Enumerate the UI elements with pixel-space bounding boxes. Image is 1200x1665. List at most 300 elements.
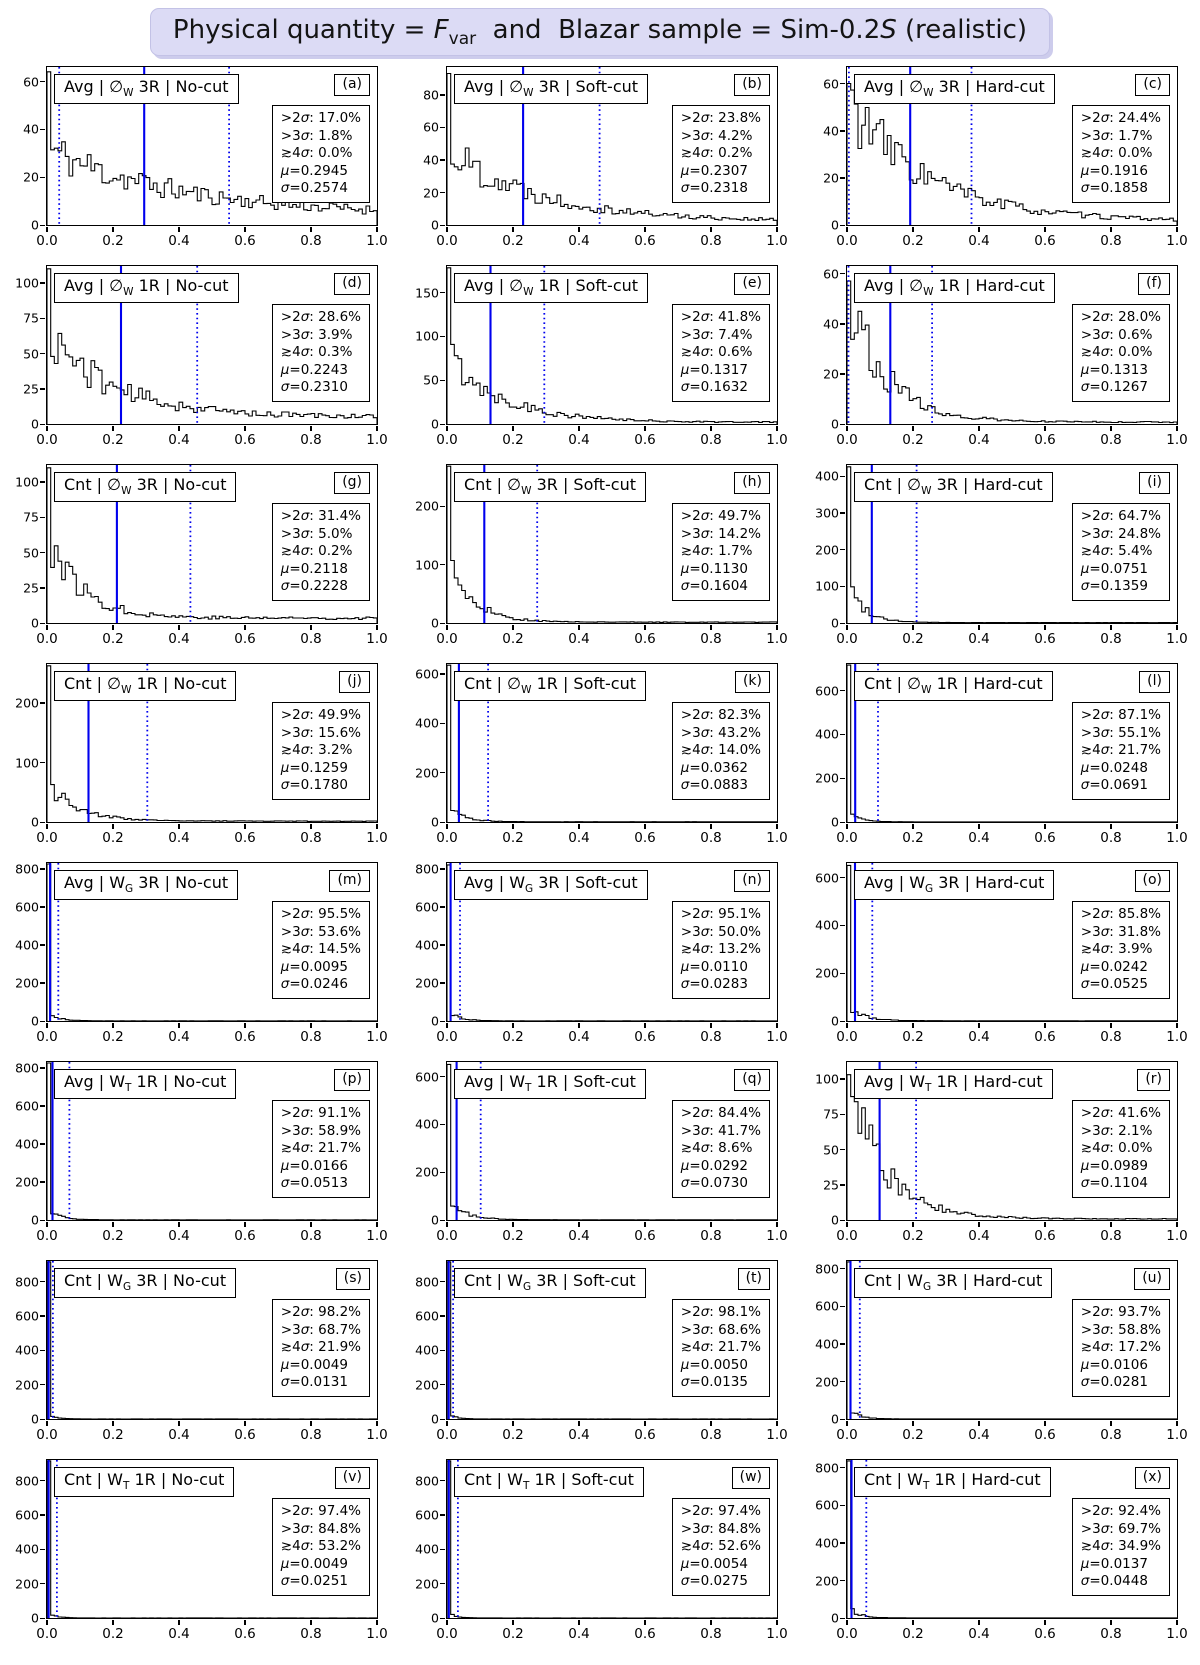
x-tick-label: 0.4: [168, 432, 190, 449]
x-tick-label: 0.4: [968, 1029, 990, 1046]
y-tick-label: 100: [415, 328, 439, 344]
x-tick-mark: [776, 227, 777, 232]
y-tick-label: 400: [415, 1342, 439, 1358]
y-tick-label: 200: [15, 1377, 39, 1393]
stat-mu: μ=0.0095: [280, 958, 348, 975]
y-tick-mark: [840, 225, 845, 226]
x-tick-mark: [978, 227, 979, 232]
y-tick-mark: [440, 159, 445, 160]
x-tick-mark: [112, 1620, 113, 1625]
stats-box: [672, 1299, 770, 1397]
x-tick-mark: [846, 426, 847, 431]
stat-gt2sigma: >2σ: 17.0%: [280, 110, 361, 127]
y-tick-label: 100: [415, 557, 439, 573]
stat-gt2sigma: >2σ: 97.4%: [280, 1503, 361, 1520]
stats-box: [272, 105, 370, 203]
x-tick-label: 0.6: [634, 830, 656, 847]
y-tick-mark: [840, 1149, 845, 1150]
y-tick-label: 600: [815, 1497, 839, 1513]
x-tick-label: 1.0: [766, 1427, 788, 1444]
stat-sigma: σ=0.1604: [680, 578, 748, 595]
y-tick-mark: [40, 177, 45, 178]
x-tick-mark: [710, 1620, 711, 1625]
condition-label: Avg | $\emptyset_W$ 3R | No-cut: [54, 74, 239, 104]
plot-area: [15, 265, 388, 449]
stat-gtrsim4sigma: ≳4σ: 14.5%: [280, 941, 361, 958]
y-tick-label: 50: [23, 346, 39, 362]
y-tick-label: 50: [423, 372, 439, 388]
y-tick-label: 0: [831, 814, 839, 830]
y-tick-mark: [440, 1220, 445, 1221]
stat-gt2sigma: >2σ: 95.5%: [280, 906, 361, 923]
symbol-subscript: W: [521, 684, 532, 697]
y-tick-label: 400: [15, 1342, 39, 1358]
y-tick-mark: [440, 1124, 445, 1125]
x-tick-label: 1.0: [1166, 1029, 1188, 1046]
panel-letter: (w): [732, 1467, 770, 1489]
y-tick-mark: [40, 1480, 45, 1481]
panel-letter: (r): [1137, 1069, 1170, 1091]
x-tick-label: 0.2: [102, 1029, 124, 1046]
y-tick-mark: [840, 623, 845, 624]
stat-gt3sigma: >3σ: 15.6%: [280, 724, 361, 741]
y-tick-label: 800: [415, 861, 439, 877]
x-tick-mark: [1176, 625, 1177, 630]
x-tick-mark: [978, 1421, 979, 1426]
stat-gt2sigma: >2σ: 64.7%: [1080, 508, 1161, 525]
condition-label: Cnt | $\emptyset_W$ 3R | No-cut: [54, 472, 236, 502]
x-tick-label: 1.0: [366, 1029, 388, 1046]
x-tick-mark: [112, 824, 113, 829]
stats-box: [1072, 901, 1170, 999]
stat-gtrsim4sigma: ≳4σ: 21.7%: [680, 1339, 761, 1356]
stat-gt3sigma: >3σ: 69.7%: [1080, 1520, 1161, 1537]
stat-mu: μ=0.1916: [1080, 162, 1148, 179]
x-tick-label: 0.0: [836, 631, 858, 648]
x-tick-mark: [244, 1222, 245, 1227]
x-tick-mark: [710, 1222, 711, 1227]
x-tick-mark: [446, 227, 447, 232]
x-tick-label: 0.8: [300, 233, 322, 250]
symbol-subscript: T: [522, 1480, 530, 1493]
panel-letter: (a): [334, 74, 370, 96]
stats-box: [672, 105, 770, 203]
stat-mu: μ=0.1313: [1080, 361, 1148, 378]
histogram-panel-a: [0, 60, 400, 259]
y-tick-mark: [840, 83, 845, 84]
y-tick-mark: [40, 81, 45, 82]
x-tick-label: 0.6: [634, 1626, 656, 1643]
x-tick-label: 0.6: [234, 432, 256, 449]
x-tick-label: 0.8: [700, 1029, 722, 1046]
histogram-panel-e: [400, 259, 800, 458]
stat-sigma: σ=0.1359: [1080, 578, 1148, 595]
x-tick-label: 0.6: [634, 1029, 656, 1046]
x-tick-mark: [112, 426, 113, 431]
title-prefix: Physical quantity =: [172, 15, 434, 45]
x-tick-mark: [512, 1023, 513, 1028]
histogram-panel-u: [800, 1254, 1200, 1453]
stat-gtrsim4sigma: ≳4σ: 21.9%: [280, 1339, 361, 1356]
x-tick-label: 0.4: [168, 631, 190, 648]
figure-title: [150, 8, 1050, 56]
x-tick-mark: [978, 1023, 979, 1028]
x-tick-label: 0.6: [1034, 1029, 1056, 1046]
stat-gtrsim4sigma: ≳4σ: 13.2%: [680, 941, 761, 958]
condition-label: Avg | $\emptyset_W$ 1R | Soft-cut: [454, 273, 648, 303]
x-tick-mark: [46, 824, 47, 829]
panel-letter: (h): [734, 472, 770, 494]
x-tick-mark: [644, 1023, 645, 1028]
histogram-panel-k: [400, 657, 800, 856]
y-tick-mark: [40, 1419, 45, 1420]
x-tick-label: 0.2: [502, 233, 524, 250]
y-tick-mark: [40, 1350, 45, 1351]
stat-gtrsim4sigma: ≳4σ: 0.0%: [1080, 145, 1153, 162]
stat-gtrsim4sigma: ≳4σ: 0.3%: [280, 344, 353, 361]
x-tick-mark: [978, 1222, 979, 1227]
symbol-subscript: T: [122, 1480, 130, 1493]
y-tick-mark: [40, 1384, 45, 1385]
stat-sigma: σ=0.0275: [680, 1573, 748, 1590]
symbol-subscript: G: [125, 883, 134, 896]
x-tick-label: 0.4: [968, 1228, 990, 1245]
histogram-panel-h: [400, 458, 800, 657]
stat-gtrsim4sigma: ≳4σ: 34.9%: [1080, 1538, 1161, 1555]
x-tick-mark: [1110, 1421, 1111, 1426]
y-tick-mark: [840, 973, 845, 974]
x-tick-mark: [46, 227, 47, 232]
y-tick-mark: [440, 1076, 445, 1077]
x-tick-mark: [1110, 1222, 1111, 1227]
y-tick-label: 40: [823, 316, 839, 332]
y-tick-label: 400: [815, 1535, 839, 1551]
x-tick-mark: [846, 227, 847, 232]
x-tick-label: 0.0: [36, 1228, 58, 1245]
x-tick-label: 0.8: [300, 1427, 322, 1444]
plot-area: [815, 464, 1188, 648]
y-tick-mark: [40, 318, 45, 319]
histogram-panel-w: [400, 1453, 800, 1652]
stat-gt3sigma: >3σ: 7.4%: [680, 326, 753, 343]
y-tick-label: 600: [15, 1308, 39, 1324]
y-tick-label: 75: [23, 310, 39, 326]
x-tick-mark: [710, 1023, 711, 1028]
y-tick-label: 400: [415, 1116, 439, 1132]
x-tick-label: 1.0: [1166, 432, 1188, 449]
symbol-subscript: W: [121, 485, 132, 498]
panel-letter: (l): [1139, 671, 1170, 693]
histogram-panel-m: [0, 856, 400, 1055]
x-tick-label: 1.0: [1166, 1228, 1188, 1245]
y-tick-mark: [40, 225, 45, 226]
x-tick-mark: [578, 426, 579, 431]
x-tick-mark: [446, 1222, 447, 1227]
x-tick-label: 0.0: [36, 1029, 58, 1046]
y-tick-mark: [840, 1021, 845, 1022]
x-tick-mark: [912, 426, 913, 431]
histogram-panel-j: [0, 657, 400, 856]
panel-letter: (c): [1135, 74, 1170, 96]
x-tick-mark: [1044, 1222, 1045, 1227]
x-tick-label: 1.0: [766, 432, 788, 449]
plot-area: [15, 1459, 388, 1643]
x-tick-label: 0.2: [102, 1427, 124, 1444]
x-tick-mark: [46, 625, 47, 630]
y-tick-label: 75: [823, 1106, 839, 1122]
stat-mu: μ=0.2243: [280, 361, 348, 378]
stat-gtrsim4sigma: ≳4σ: 53.2%: [280, 1538, 361, 1555]
y-tick-label: 400: [815, 1336, 839, 1352]
x-tick-mark: [178, 227, 179, 232]
x-tick-label: 0.8: [1100, 1228, 1122, 1245]
stat-sigma: σ=0.0281: [1080, 1374, 1148, 1391]
y-tick-mark: [840, 177, 845, 178]
stat-sigma: σ=0.0131: [280, 1374, 348, 1391]
stat-gtrsim4sigma: ≳4σ: 0.6%: [680, 344, 753, 361]
x-tick-label: 1.0: [366, 432, 388, 449]
x-tick-mark: [46, 426, 47, 431]
condition-label: Avg | $W_G$ 3R | Soft-cut: [454, 870, 648, 900]
y-tick-label: 800: [15, 861, 39, 877]
stat-sigma: σ=0.0448: [1080, 1573, 1148, 1590]
condition-label: Cnt | $W_G$ 3R | Hard-cut: [854, 1268, 1052, 1298]
y-tick-label: 600: [15, 1507, 39, 1523]
stats-box: [272, 702, 370, 800]
y-tick-label: 800: [415, 1274, 439, 1290]
stat-gt2sigma: >2σ: 93.7%: [1080, 1304, 1161, 1321]
stat-sigma: σ=0.2574: [280, 180, 348, 197]
stat-gt2sigma: >2σ: 28.0%: [1080, 309, 1161, 326]
stats-box: [1072, 1498, 1170, 1596]
stats-box: [1072, 702, 1170, 800]
stat-sigma: σ=0.0251: [280, 1573, 348, 1590]
stat-gt3sigma: >3σ: 1.7%: [1080, 127, 1153, 144]
x-tick-mark: [244, 824, 245, 829]
condition-label: Avg | $W_T$ 1R | Hard-cut: [854, 1069, 1053, 1099]
y-tick-mark: [40, 552, 45, 553]
y-tick-label: 800: [15, 1274, 39, 1290]
x-tick-label: 0.0: [436, 233, 458, 250]
x-tick-label: 0.2: [902, 1029, 924, 1046]
plot-area: [815, 663, 1188, 847]
x-tick-label: 0.6: [634, 432, 656, 449]
x-tick-label: 0.6: [234, 233, 256, 250]
x-tick-label: 0.2: [102, 432, 124, 449]
symbol-subscript: W: [923, 87, 934, 100]
histogram-panel-p: [0, 1055, 400, 1254]
stat-mu: μ=0.0137: [1080, 1555, 1148, 1572]
x-tick-mark: [512, 1222, 513, 1227]
y-tick-mark: [40, 1549, 45, 1550]
plot-area: [15, 663, 388, 847]
x-tick-mark: [310, 426, 311, 431]
plot-area: [415, 1459, 788, 1643]
stat-gt3sigma: >3σ: 58.9%: [280, 1122, 361, 1139]
y-tick-label: 0: [431, 416, 439, 432]
x-tick-label: 0.2: [102, 233, 124, 250]
y-tick-label: 0: [31, 814, 39, 830]
stat-mu: μ=0.0242: [1080, 958, 1148, 975]
y-tick-mark: [840, 424, 845, 425]
stat-mu: μ=0.0362: [680, 759, 748, 776]
condition-label: Avg | $\emptyset_W$ 3R | Soft-cut: [454, 74, 648, 104]
y-tick-label: 100: [15, 275, 39, 291]
x-tick-label: 0.8: [1100, 631, 1122, 648]
x-tick-label: 1.0: [366, 830, 388, 847]
x-tick-label: 0.6: [234, 1626, 256, 1643]
y-tick-mark: [840, 925, 845, 926]
y-tick-label: 200: [815, 770, 839, 786]
y-tick-mark: [840, 373, 845, 374]
x-tick-label: 1.0: [766, 1029, 788, 1046]
stat-sigma: σ=0.1780: [280, 777, 348, 794]
x-tick-mark: [1110, 426, 1111, 431]
stat-gt3sigma: >3σ: 68.6%: [680, 1321, 761, 1338]
stat-sigma: σ=0.0883: [680, 777, 748, 794]
x-tick-mark: [644, 824, 645, 829]
title-middle: and Blazar sample = Sim-0.2: [476, 15, 881, 45]
y-tick-label: 400: [815, 468, 839, 484]
plot-area: [823, 265, 1188, 449]
stat-gt3sigma: >3σ: 0.6%: [1080, 326, 1153, 343]
x-tick-label: 0.2: [902, 1427, 924, 1444]
y-tick-label: 20: [23, 169, 39, 185]
stats-box: [672, 901, 770, 999]
x-tick-label: 0.2: [902, 432, 924, 449]
x-tick-label: 0.6: [634, 1228, 656, 1245]
x-tick-label: 0.0: [836, 432, 858, 449]
x-tick-mark: [512, 426, 513, 431]
condition-label: Cnt | $\emptyset_W$ 1R | Soft-cut: [454, 671, 646, 701]
stat-sigma: σ=0.2318: [680, 180, 748, 197]
x-tick-label: 0.6: [234, 1228, 256, 1245]
y-tick-label: 0: [431, 1212, 439, 1228]
x-tick-mark: [710, 1421, 711, 1426]
stat-gtrsim4sigma: ≳4σ: 17.2%: [1080, 1339, 1161, 1356]
y-tick-label: 0: [831, 1411, 839, 1427]
x-tick-mark: [912, 1421, 913, 1426]
stat-mu: μ=0.1259: [280, 759, 348, 776]
x-tick-label: 0.0: [836, 233, 858, 250]
stat-gtrsim4sigma: ≳4σ: 21.7%: [280, 1140, 361, 1157]
x-tick-mark: [776, 426, 777, 431]
stat-gt2sigma: >2σ: 82.3%: [680, 707, 761, 724]
x-tick-label: 0.8: [700, 1626, 722, 1643]
x-tick-mark: [310, 1222, 311, 1227]
y-tick-label: 40: [823, 123, 839, 139]
x-tick-mark: [376, 426, 377, 431]
stat-sigma: σ=0.0246: [280, 976, 348, 993]
stat-sigma: σ=0.1104: [1080, 1175, 1148, 1192]
stat-gt3sigma: >3σ: 84.8%: [280, 1520, 361, 1537]
x-tick-mark: [776, 1023, 777, 1028]
y-tick-label: 100: [815, 1071, 839, 1087]
y-tick-mark: [840, 1114, 845, 1115]
condition-label: Cnt | $W_G$ 3R | Soft-cut: [454, 1268, 646, 1298]
y-tick-mark: [840, 1220, 845, 1221]
y-tick-label: 60: [823, 76, 839, 92]
x-tick-label: 0.6: [634, 233, 656, 250]
x-tick-mark: [846, 1421, 847, 1426]
y-tick-label: 600: [815, 1298, 839, 1314]
stat-gt3sigma: >3σ: 53.6%: [280, 923, 361, 940]
y-tick-label: 25: [23, 381, 39, 397]
x-tick-mark: [46, 1421, 47, 1426]
x-tick-label: 1.0: [766, 830, 788, 847]
y-tick-mark: [840, 1419, 845, 1420]
x-tick-mark: [978, 1620, 979, 1625]
y-tick-label: 600: [415, 1069, 439, 1085]
y-tick-label: 0: [431, 217, 439, 233]
x-tick-label: 1.0: [366, 631, 388, 648]
y-tick-mark: [840, 1306, 845, 1307]
y-tick-label: 100: [815, 578, 839, 594]
stat-gt2sigma: >2σ: 92.4%: [1080, 1503, 1161, 1520]
x-tick-label: 0.8: [700, 1228, 722, 1245]
stats-box: [672, 1498, 770, 1596]
x-tick-mark: [512, 1421, 513, 1426]
stat-gt3sigma: >3σ: 5.0%: [280, 525, 353, 542]
x-tick-label: 0.6: [1034, 432, 1056, 449]
x-tick-label: 0.6: [234, 631, 256, 648]
x-tick-mark: [178, 1620, 179, 1625]
panel-letter: (f): [1138, 273, 1170, 295]
y-tick-mark: [440, 506, 445, 507]
x-tick-mark: [376, 1620, 377, 1625]
stats-box: [1072, 304, 1170, 402]
y-tick-label: 800: [815, 1261, 839, 1277]
y-tick-label: 400: [815, 917, 839, 933]
y-tick-label: 100: [15, 755, 39, 771]
y-tick-mark: [40, 517, 45, 518]
stat-gt3sigma: >3σ: 4.2%: [680, 127, 753, 144]
y-tick-mark: [840, 690, 845, 691]
x-tick-mark: [710, 824, 711, 829]
y-tick-mark: [440, 906, 445, 907]
x-tick-mark: [512, 227, 513, 232]
y-tick-label: 200: [415, 975, 439, 991]
y-tick-label: 200: [15, 695, 39, 711]
x-tick-mark: [178, 625, 179, 630]
y-tick-label: 60: [423, 119, 439, 135]
histogram-panel-v: [0, 1453, 400, 1652]
x-tick-mark: [310, 824, 311, 829]
y-tick-mark: [840, 512, 845, 513]
histogram-panel-c: [800, 60, 1200, 259]
condition-label: Cnt | $W_T$ 1R | Hard-cut: [854, 1467, 1051, 1497]
y-tick-label: 400: [15, 1541, 39, 1557]
stat-gt2sigma: >2σ: 84.4%: [680, 1105, 761, 1122]
x-tick-mark: [912, 625, 913, 630]
x-tick-mark: [1176, 227, 1177, 232]
x-tick-mark: [244, 227, 245, 232]
x-tick-label: 0.8: [300, 631, 322, 648]
x-tick-mark: [644, 426, 645, 431]
y-tick-mark: [840, 778, 845, 779]
y-tick-label: 150: [415, 285, 439, 301]
y-tick-label: 200: [815, 1573, 839, 1589]
stat-gt2sigma: >2σ: 49.9%: [280, 707, 361, 724]
x-tick-label: 1.0: [766, 233, 788, 250]
x-tick-mark: [446, 625, 447, 630]
symbol-subscript: G: [922, 1281, 932, 1294]
x-tick-label: 1.0: [1166, 631, 1188, 648]
x-tick-mark: [578, 227, 579, 232]
y-tick-mark: [40, 1618, 45, 1619]
stat-sigma: σ=0.0730: [680, 1175, 748, 1192]
x-tick-label: 0.0: [436, 830, 458, 847]
